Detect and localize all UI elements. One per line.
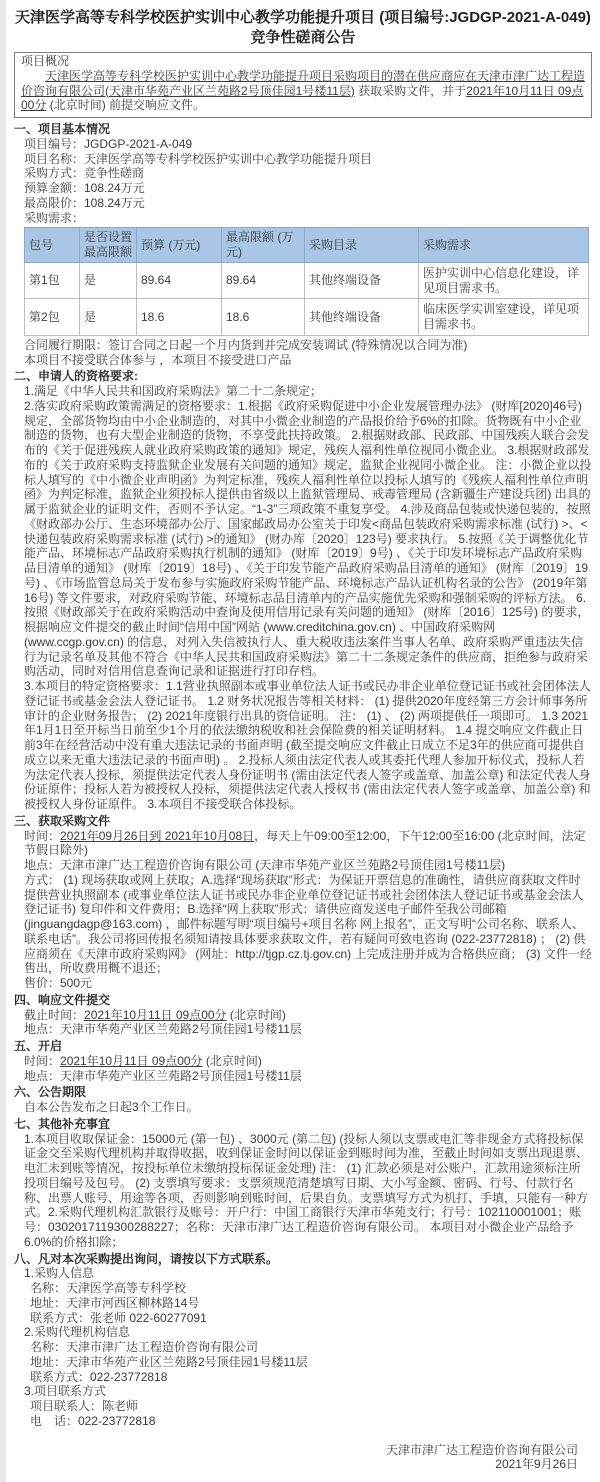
budget-line: 预算金额：108.24万元 <box>24 181 145 195</box>
doc-time-rest: ，每天上午09:00至12:00，下午12:00至16:00 (北京时间，法定节假日除外) <box>24 828 586 858</box>
open-time-underlined: 2021年10月11日 09点00分 <box>60 1053 203 1068</box>
demand-label-line: 采购需求： <box>24 210 85 225</box>
cell-cap-set-1: 是 <box>80 262 137 299</box>
overview-box <box>14 52 592 118</box>
open-time-rest: (北京时间) <box>202 1053 262 1068</box>
project-name-line: 项目名称：天津医学高等专科学校医护实训中心教学功能提升项目 <box>24 151 373 166</box>
project-number-line: 项目编号：JGDGP-2021-A-049 <box>24 136 193 151</box>
col-header-cap-set: 是否设置最高限额 <box>80 228 137 263</box>
section-3-heading: 三、获取采购文件 <box>14 813 111 828</box>
cell-cap-set-2: 是 <box>80 299 137 336</box>
agency-name-line: 名称：天津市津广达工程造价咨询有限公司 <box>30 1340 259 1354</box>
agency-info-title: 2.采购代理机构信息 <box>24 1325 131 1340</box>
cell-budget-2: 18.6 <box>137 299 222 336</box>
doc-time-line <box>14 829 592 859</box>
procurement-table <box>24 227 589 336</box>
purchaser-info-title: 1.采购人信息 <box>24 1266 95 1281</box>
purchaser-address-line: 地址：天津市河西区柳林路14号 <box>30 1295 200 1310</box>
contract-term-line: 合同履行期限：签订合同之日起一个月内货到并完成安装调试 (特殊情况以合同为准) <box>24 337 468 352</box>
doc-price-line: 售价：500元 <box>24 976 93 990</box>
doc-method-line: 方式： (1) 现场获取或网上获取；A.选择“现场获取”形式：为保证开票信息的准确性，请供应商获取文件时提供营业执照副本 (或事业单位法人证书或民办非企业单位登记证书或社会团体法人登记证书或基金会法人登记证书) 复印件和文件费用；B.选择“网上获取”形式：请供应商发送电子邮件至我公司邮箱 (jinguangdagp@163.com) ，邮件标题写明“项目编号+项目名称 网上报名”，正文写明“公司名称、联系人、联系电话”。我公司将回传报名须知请按具体要求获取文件，若有疑问可致电咨询 (022-23772818) ； (2) 供应商须在《天津市政府采购网》 (网址：http://tjgp.cz.tj.gov.cn) 上完成注册并成为合格供应商； (3) 文件一经售出，所收费用概不退还； <box>24 872 592 976</box>
procurement-method-line: 采购方式：竞争性磋商 <box>24 166 145 181</box>
qualification-para-3: 3.本项目的特定资格要求：1.1营业执照副本或事业单位法人证书或民办非企业单位登记证书或社会团体法人登记证书或基金会法人登记证书。 1.2 财务状况报告等相关材料： (1) 提供2020年度经第三方会计师事务所审计的企业财务报告； (2) 2021年度银行出具的资信证明。 注： (1) 、 (2) 两项提供任一项即可。 1.3 2021年1月1日至开标当日前至少1个月的依法缴纳税收和社会保险费的相关证明材料。 1.4 提交响应文件截止日前3年在经营活动中没有重大违法记录的书面声明 (截至提交响应文件截止日成立不足3年的供应商可提供自成立以来无重大违法记录的书面声明) 。 2.投标人须由法定代表人或其委托代理人参加开标仪式，投标人若为法定代表人投标，须提供法定代表人身份证明书 (需由法定代表人签字或盖章、加盖公章) 和法定代表人身份证原件；投标人若为被授权人投标，须提供法定代表人授权书 (需由法定代表人签字或盖章、加盖公章) 和被授权人身份证原件。 3.本项目不接受联合体投标。 <box>24 679 591 811</box>
overview-text <box>21 69 585 113</box>
agency-contact-line: 联系方式：022-23772818 <box>30 1369 168 1384</box>
section-7-heading: 七、其他补充事宜 <box>14 1116 111 1131</box>
cell-cap-2: 18.6 <box>222 299 305 336</box>
section-1-heading: 一、项目基本情况 <box>14 122 111 136</box>
notice-period-line: 自本公告发布之日起3个工作日。 <box>24 1100 199 1114</box>
project-contact-phone-line: 电 话：022-23772818 <box>30 1413 156 1428</box>
section-5-heading: 五、开启 <box>14 1039 63 1053</box>
col-header-budget: 预算 (万元) <box>137 228 222 263</box>
qualification-para-1: 1.满足《中华人民共和国政府采购法》第二十二条规定； <box>24 384 323 398</box>
doc-place-line: 地点：天津市津广达工程造价咨询有限公司 (天津市华苑产业区兰苑路2号顶佳园1号楼11层) <box>24 858 506 872</box>
cell-package-2: 第2包 <box>25 299 80 336</box>
submit-deadline-underlined: 2021年10月11日 09点00分 <box>84 1007 227 1022</box>
open-time-label: 时间： <box>24 1053 61 1068</box>
submit-deadline-rest: (北京时间) <box>226 1007 286 1022</box>
overview-underlined-deadline: 2021年10月11日 09点00分 <box>21 83 584 113</box>
footer-date: 2021年9月26日 <box>495 1457 578 1472</box>
footer-signature <box>14 1443 592 1473</box>
col-header-demand: 采购需求 <box>419 228 589 263</box>
cell-cap-1: 89.64 <box>222 262 305 299</box>
purchaser-contact-line: 联系方式：张老师 022-60277091 <box>30 1310 207 1325</box>
overview-label: 项目概况 <box>21 54 70 68</box>
purchaser-name-line: 名称：天津医学高等专科学校 <box>30 1281 187 1295</box>
footer-company: 天津市津广达工程造价咨询有限公司 <box>385 1442 578 1457</box>
qualification-para-2: 2.落实政府采购政策需满足的资格要求：1.根据《政府采购促进中小企业发展管理办法》 (财库[2020]46号) 规定，全部货物均由中小企业制造的，对其中小微企业制造的产品报价给予6%的扣除。货物既有中小企业制造的货物，也有大型企业制造的货物，不享受此扶持政策。 2.根据财政部、民政部、中国残疾人联合会发布的《关于促进残疾人就业政府采购政策的通知》规定，残疾人福利性单位视同小微企业。 3.根据财政部发布的《关于政府采购支持监狱企业发展有关问题的通知》规定，监狱企业视同小微企业。 注：小微企业以投标人填写的《中小微企业声明函》为判定标准，残疾人福利性单位以投标人填写的《残疾人福利性单位声明函》为判定标准，监狱企业须投标人提供由省级以上监狱管理局、戒毒管理局 (含新疆生产建设兵团) 出具的属于监狱企业的证明文件，否则不予认定。“1-3”三项政策不重复享受。 4.涉及商品包装或快递包装的，按照《财政部办公厅、生态环境部办公厅、国家邮政局办公室关于印发<商品包装政府采购需求标准 (试行) >、<快递包装政府采购需求标准 (试行) >的通知》 (财办库〔2020〕123号) 要求执行。 5.按照《关于调整优化节能产品、环境标志产品政府采购执行机制的通知》 (财库〔2019〕9号) 、《关于印发环境标志产品政府采购品目清单的通知》 (财库〔2019〕18号) 、《关于印发节能产品政府采购品目清单的通知》 (财库〔2019〕19号) 、《市场监管总局关于发布参与实施政府采购节能产品、环境标志产品认证机构名录的公告》 (2019年第16号) 等文件要求，对政府采购节能、环境标志品目清单内的产品实施优先采购和强制采购的评标方法。 6.按照《财政部关于在政府采购活动中查询及使用信用记录有关问题的通知》 (财库〔2016〕125号) 的要求，根据响应文件提交的截止时间“信用中国”网站 (www.creditchina.gov.cn) 、中国政府采购网 (www.ccgp.gov.cn) 的信息，对列入失信被执行人、重大税收违法案件当事人名单、政府采购严重违法失信行为记录名单及其他不符合《中华人民共和国政府采购法》第二十二条规定条件的供应商，拒绝参与政府采购活动，同时对信用信息查询记录和证据进行打印存档。 <box>24 398 592 679</box>
agency-address-line: 地址：天津市华苑产业区兰苑路2号顶佳园1号楼11层 <box>30 1354 308 1369</box>
cell-demand-1: 医护实训中心信息化建设，详见项目需求书。 <box>419 262 589 299</box>
doc-time-label: 时间： <box>24 828 61 843</box>
submit-deadline-line <box>14 1008 592 1023</box>
submit-place-line: 地点：天津市华苑产业区兰苑路2号顶佳园1号楼11层 <box>24 1022 302 1037</box>
section-8-heading: 八、凡对本次采购提出询问，请按以下方式联系。 <box>14 1251 279 1266</box>
overview-plain-1: 获取采购文件，并于 <box>354 83 467 98</box>
page-title: 天津医学高等专科学校医护实训中心教学功能提升项目 (项目编号:JGDGP-2021-A-049)竞争性磋商公告 <box>15 9 591 46</box>
cell-package-1: 第1包 <box>25 262 80 299</box>
project-contact-person-line: 项目联系人：陈老师 <box>30 1399 139 1413</box>
col-header-package: 包号 <box>25 228 80 263</box>
doc-time-range-underlined: 2021年09月26日到 2021年10月08日 <box>60 828 255 843</box>
col-header-cap: 最高限额 (万元) <box>222 228 305 263</box>
submit-deadline-label: 截止时间： <box>24 1007 85 1022</box>
open-place-line: 地点：天津市华苑产业区兰苑路2号顶佳园1号楼11层 <box>24 1068 302 1083</box>
supplement-para: 1.本项目收取保证金：15000元 (第一包) 、3000元 (第二包) (投标人须以支票或电汇等非现金方式将投标保证金交至采购代理机构并取得收据，收到保证金时间以保证金到账时间为准，至截止时间如支票出现退票、电汇未到账等情况，按投标单位未缴纳投标保证金处理) 注： (1) 汇款必须是对公账户，汇款用途须标注所投项目编号及包号。 (2) 支票填写要求：支票须规范清楚填写日期、大小写金额、密码、行号、付款行名称、出票人账号、用途等各项，否则影响到账时间，后果自负。支票填写方式为机打、手填，只能有一种方式。2.采购代理机构汇款银行及账号：开户行：中国工商银行天津市华苑支行；行号：102110001001；账号：0302017119300288227；名称：天津市津广达工程造价咨询有限公司。 本项目对小微企业产品给予6.0%的价格扣除； <box>24 1131 589 1249</box>
no-consortium-line: 本项目不接受联合体参与 ，本项目不接受进口产品 <box>24 352 292 367</box>
table-header-row <box>25 228 589 263</box>
table-row <box>25 262 589 299</box>
cell-budget-1: 89.64 <box>137 262 222 299</box>
cell-demand-2: 临床医学实训室建设，详见项目需求书。 <box>419 299 589 336</box>
section-4-heading: 四、响应文件提交 <box>14 992 111 1007</box>
project-contact-title: 3.项目联系方式 <box>24 1384 107 1399</box>
table-row <box>25 299 589 336</box>
section-2-heading: 二、申请人的资格要求: <box>14 369 138 384</box>
overview-underlined-main: 天津医学高等专科学校医护实训中心教学功能提升项目采购项目的潜在供应商应在天津市津广达工程造价咨询有限公司(天津市华苑产业区兰苑路2号顶佳园1号楼11层) <box>21 68 586 98</box>
section-6-heading: 六、公告期限 <box>14 1085 87 1100</box>
cell-catalog-2: 其他终端设备 <box>305 299 419 336</box>
cell-catalog-1: 其他终端设备 <box>305 262 419 299</box>
overview-plain-2: (北京时间) 前提交响应文件。 <box>46 98 206 113</box>
price-cap-line: 最高限价：108.24万元 <box>24 195 145 210</box>
col-header-catalog: 采购目录 <box>305 228 419 263</box>
announcement-page <box>6 0 600 1482</box>
open-time-line <box>14 1054 592 1069</box>
